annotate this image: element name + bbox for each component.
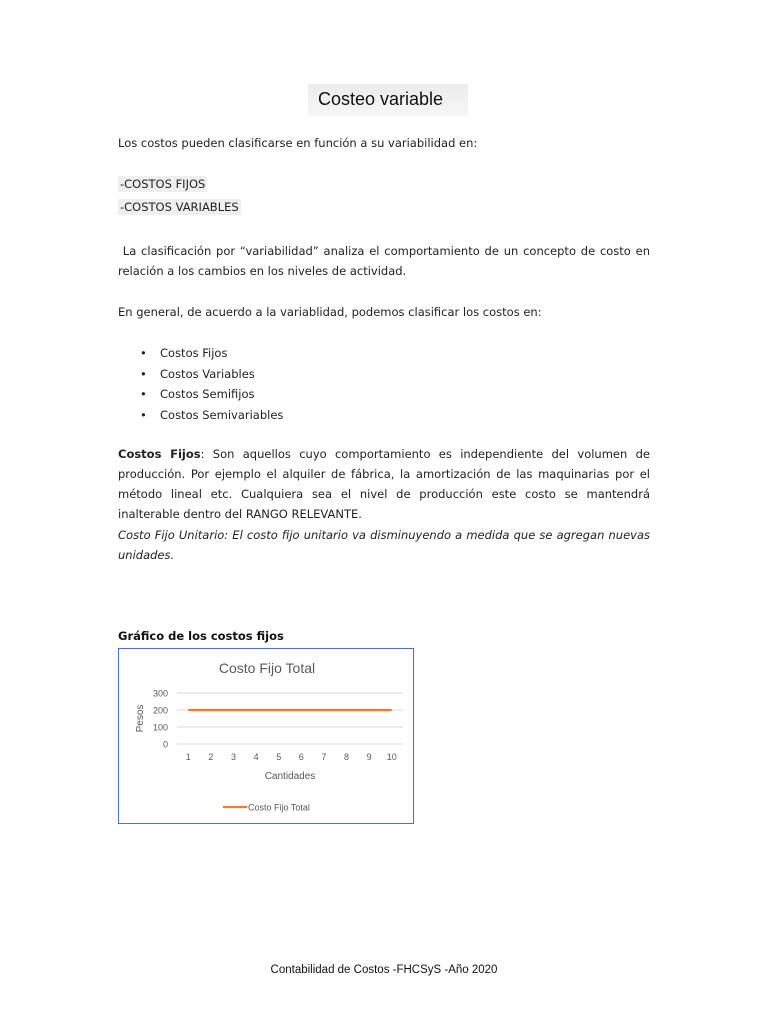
bullet-icon: • (140, 346, 147, 360)
list-item-label: Costos Variables (160, 366, 255, 381)
fixed-costs-term: Costos Fijos (118, 447, 201, 461)
y-tick-label: 300 (152, 688, 168, 699)
list-item-label: Costos Semivariables (160, 407, 284, 422)
chart-heading: Gráfico de los costos fijos (118, 629, 284, 643)
x-tick-label: 10 (386, 752, 397, 762)
x-tick-label: 4 (253, 752, 259, 762)
list-item (118, 384, 283, 405)
fixed-costs-definition: : Son aquellos cuyo comportamiento es independiente del volumen de producción. Por ejemplo el alquiler de fábrica, la amortización de las maquinarias por el método lineal etc. Cualquiera sea el nivel de producción este costo se mantendrá inalterable dentro del RANGO RELEVANTE. (118, 447, 650, 521)
y-tick-label: 200 (152, 705, 168, 716)
bullet-icon: • (140, 387, 147, 401)
cost-types-list (118, 343, 283, 425)
x-tick-label: 2 (208, 752, 214, 762)
list-item-label: Costos Fijos (160, 346, 228, 360)
page-title: Costeo variable (318, 89, 444, 109)
y-axis-label: Pesos (135, 704, 146, 733)
list-item (118, 343, 283, 364)
bullet-icon: • (140, 366, 147, 381)
legend-label: Costo Fijo Total (248, 802, 310, 813)
fixed-cost-chart (119, 649, 415, 825)
intro-text: Los costos pueden clasificarse en función a su variabilidad en: (118, 136, 478, 150)
x-tick-label: 5 (276, 752, 282, 762)
bullet-icon: • (140, 407, 147, 422)
variability-paragraph: La clasificación por “variabilidad” analiza el comportamiento de un concepto de costo en relación a los cambios en los niveles de actividad. (118, 244, 654, 278)
chart-frame (118, 648, 414, 824)
x-axis-label: Cantidades (264, 771, 316, 782)
x-tick-label: 1 (185, 752, 191, 762)
y-tick-label: 0 (162, 739, 168, 750)
y-tick-label: 100 (152, 722, 168, 733)
x-tick-label: 8 (343, 752, 350, 762)
x-tick-label: 3 (230, 752, 237, 762)
list-item (118, 364, 283, 385)
list-item-label: Costos Semifijos (160, 387, 255, 401)
category-fixed: -COSTOS FIJOS (120, 177, 206, 191)
page-footer: Contabilidad de Costos -FHCSyS -Año 2020 (270, 964, 498, 976)
unit-cost-note: Costo Fijo Unitario: El costo fijo unitario va disminuyendo a medida que se agregan nuevas unidades. (118, 528, 650, 562)
x-tick-label: 9 (366, 752, 372, 762)
list-item (118, 405, 283, 426)
x-tick-label: 7 (321, 752, 327, 762)
category-variable: -COSTOS VARIABLES (120, 200, 239, 214)
category-list (118, 174, 241, 220)
chart-title: Costo Fijo Total (218, 660, 316, 676)
x-tick-label: 6 (298, 752, 304, 762)
general-paragraph: En general, de acuerdo a la variablidad, podemos clasificar los costos en: (118, 305, 542, 319)
fixed-costs-paragraph (118, 444, 650, 524)
